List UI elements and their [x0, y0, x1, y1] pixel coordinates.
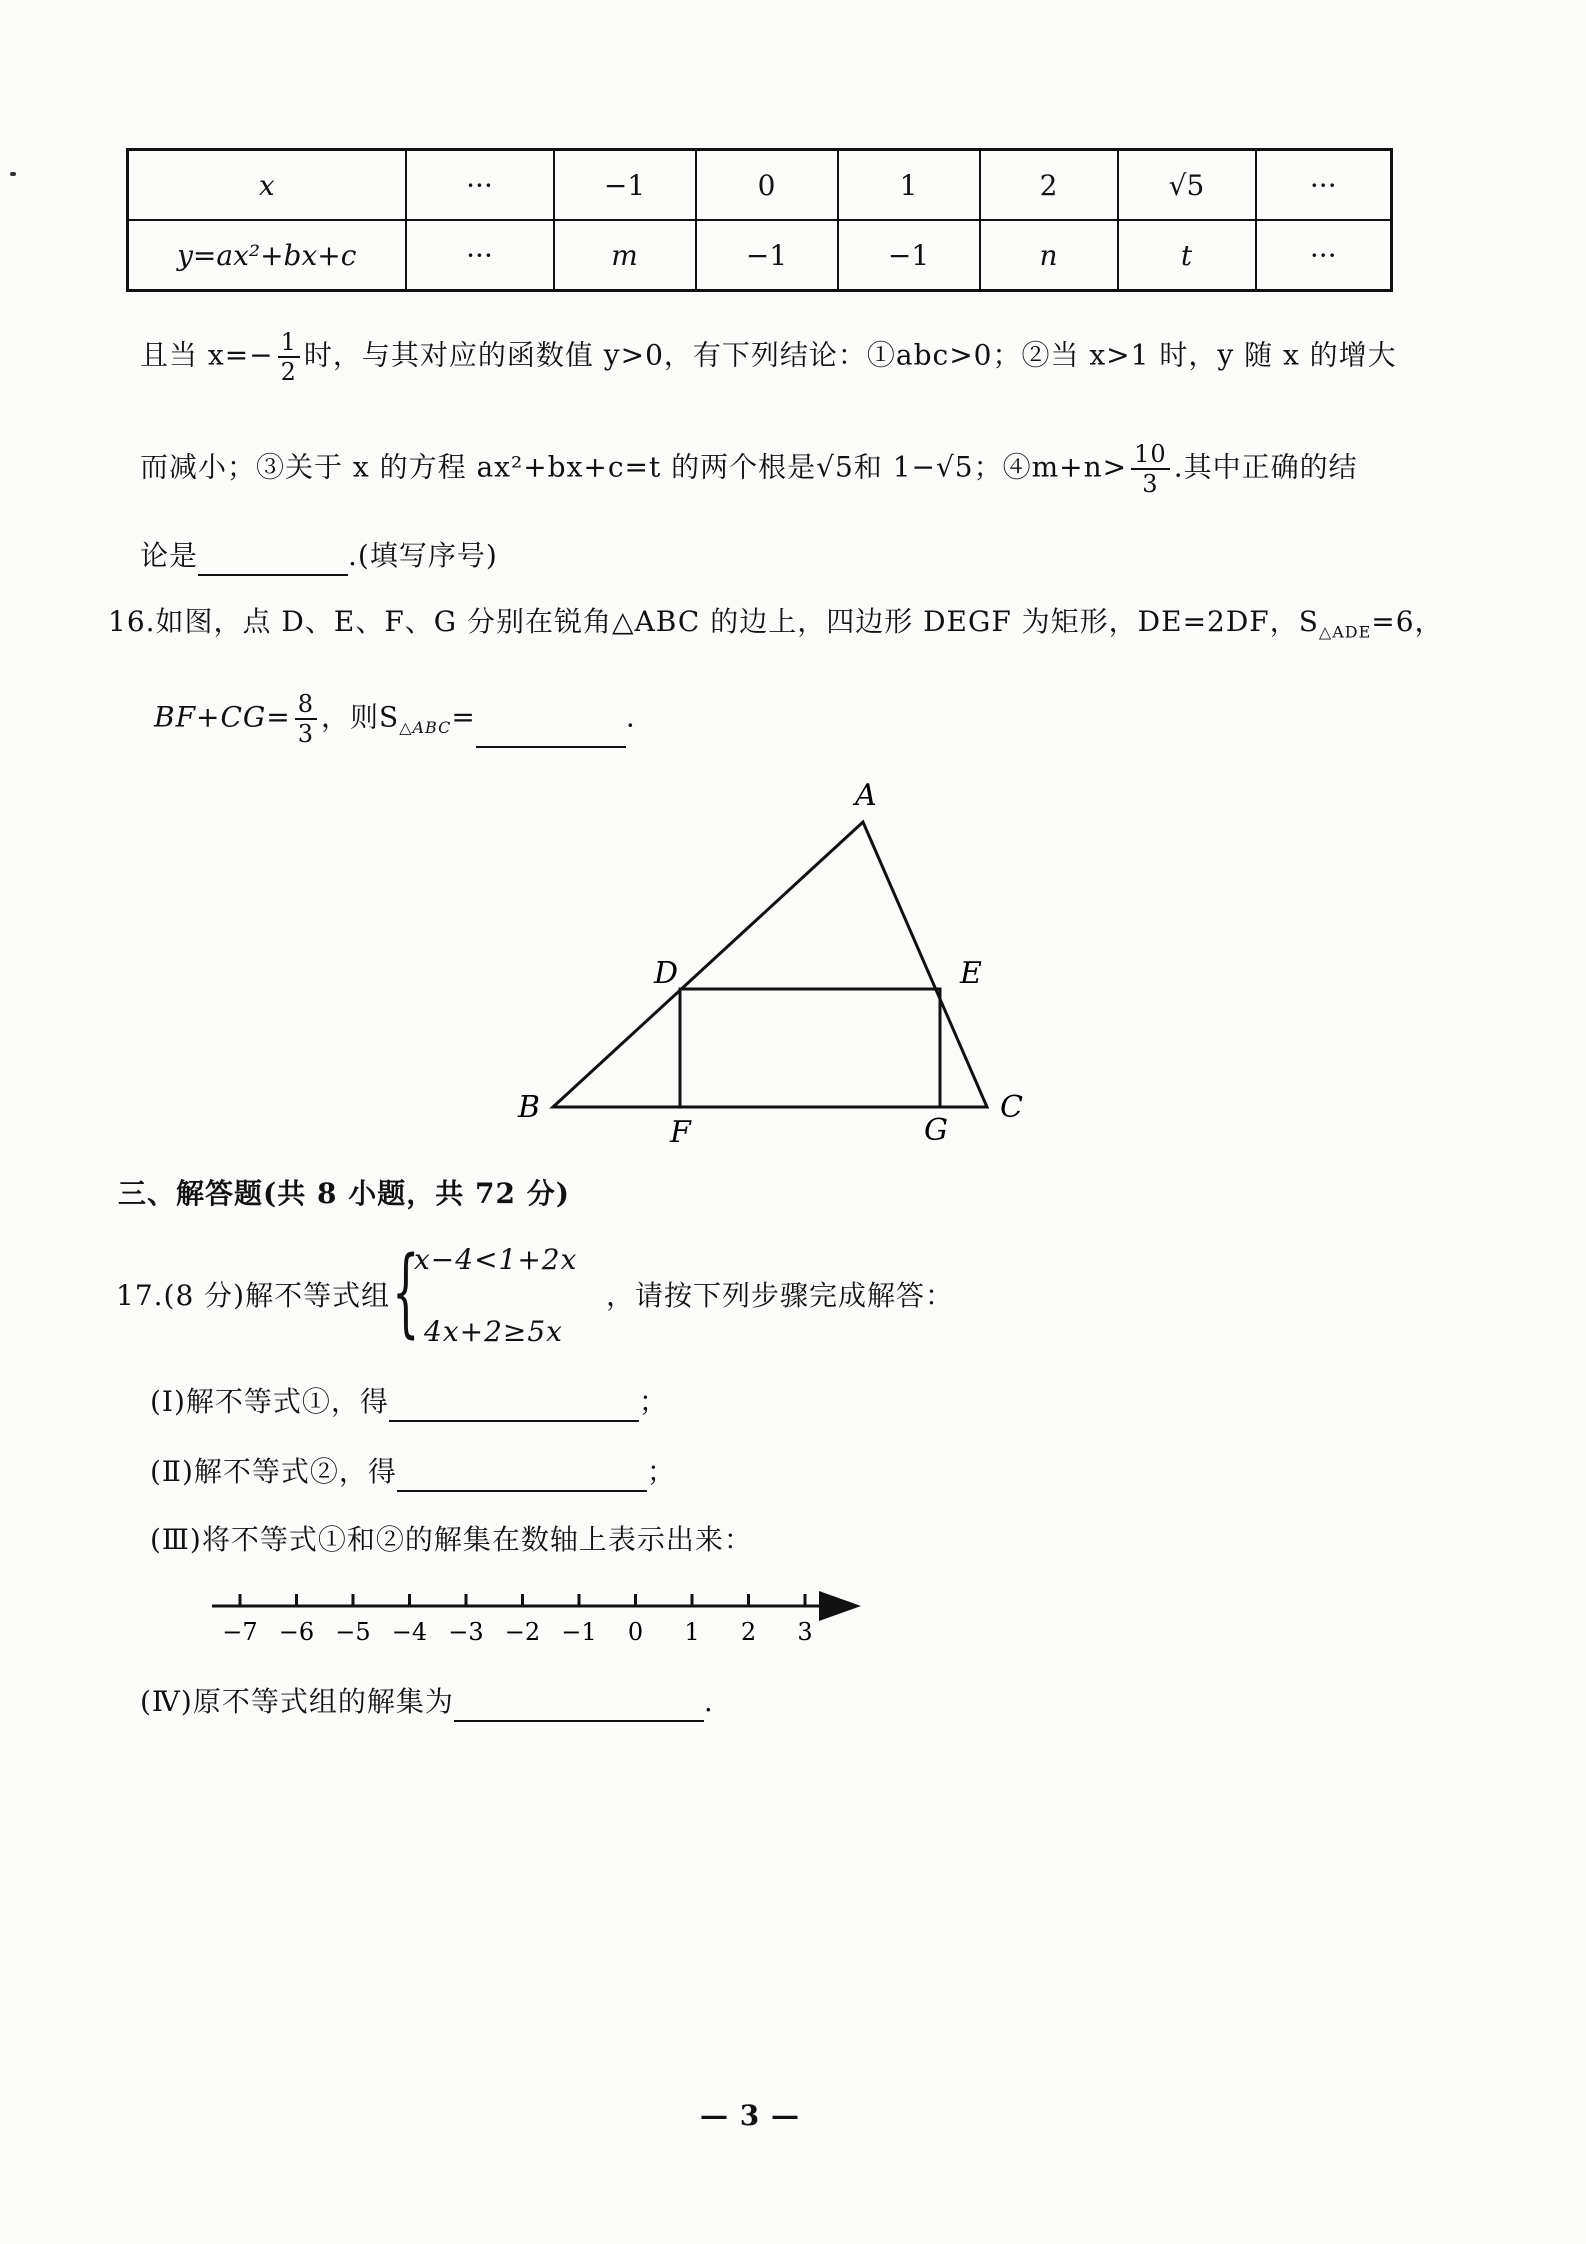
answer-blank[interactable] [397, 1460, 647, 1492]
number-line-tick-label: −1 [561, 1618, 597, 1646]
fraction-numerator: 8 [295, 690, 317, 720]
table-cell: 1 [838, 150, 980, 221]
number-line-tick-label: −3 [448, 1618, 484, 1646]
table-cell: m [554, 220, 696, 291]
number-line-tick-label: −2 [504, 1618, 541, 1646]
table-cell: −1 [696, 220, 838, 291]
q16-text: BF+CG= [154, 700, 291, 734]
rectangle-degf [680, 989, 940, 1107]
page-number: — 3 — [700, 2099, 800, 2132]
number-line-tick-label: −7 [222, 1618, 258, 1646]
table-cell: ··· [1256, 150, 1392, 221]
step-text: (Ⅳ)原不等式组的解集为 [140, 1685, 454, 1718]
point-label-d: D [654, 956, 679, 991]
table-cell: y=ax²+bx+c [128, 220, 406, 291]
step-text: (Ⅰ)解不等式①，得 [150, 1385, 389, 1418]
number-line-tick-label: 3 [797, 1618, 813, 1646]
fraction-denominator: 3 [297, 720, 314, 748]
table-cell: −1 [554, 150, 696, 221]
table-cell: x [128, 150, 406, 221]
q15-text: 而减小；③关于 x 的方程 ax²+bx+c=t 的两个根是√5和 1−√5；④m+n> [140, 450, 1128, 484]
q16-line-1 [108, 602, 1444, 653]
q15-text: 且当 x=− [140, 338, 274, 372]
table-cell: 0 [696, 150, 838, 221]
table-cell: ··· [406, 150, 554, 221]
triangle-figure [500, 770, 1060, 1170]
table-cell: n [980, 220, 1118, 291]
value-table [126, 148, 1393, 292]
subscript: △ADE [1318, 622, 1372, 642]
number-line-tick-label: −5 [335, 1618, 371, 1646]
point-label-a: A [855, 778, 877, 813]
point-label-c: C [1000, 1090, 1023, 1125]
point-label-b: B [518, 1090, 541, 1125]
number-line-tick-label: 0 [627, 1618, 644, 1646]
q17-step-1 [150, 1382, 668, 1422]
q17-prefix: 17.(8 分)解不等式组 [116, 1279, 391, 1312]
table-cell: t [1118, 220, 1256, 291]
table-cell: −1 [838, 220, 980, 291]
q16-text: = [451, 700, 476, 734]
number-line-tick-label: 2 [740, 1618, 757, 1646]
fraction-numerator: 1 [278, 328, 300, 358]
fraction-numerator: 10 [1131, 440, 1170, 470]
number-line-ticks [222, 1594, 812, 1646]
step-text: . [703, 1685, 714, 1718]
step-text: ； [638, 1385, 668, 1418]
number-line-tick-label: −6 [278, 1618, 315, 1646]
table-cell: ··· [1256, 220, 1392, 291]
q16-text: . [625, 700, 636, 734]
step-text: ； [646, 1455, 676, 1488]
table-cell: ··· [406, 220, 554, 291]
q15-text: .(填写序号) [348, 539, 498, 572]
number-line-tick-label: 1 [684, 1618, 700, 1646]
q16-text: ，则S [321, 700, 400, 734]
q16-line-2 [154, 690, 636, 748]
q17-suffix: ，请按下列步骤完成解答： [606, 1279, 955, 1312]
left-brace: { [392, 1236, 420, 1348]
section-title: 三、解答题(共 8 小题，共 72 分) [118, 1177, 570, 1210]
fraction-denominator: 2 [280, 358, 297, 386]
point-label-f: F [670, 1115, 691, 1150]
q15-line-3 [140, 536, 498, 576]
number-line-tick-label: −4 [391, 1618, 428, 1646]
point-label-e: E [960, 956, 982, 991]
table-row-y [128, 220, 1392, 291]
q15-line-2 [140, 440, 1358, 498]
fraction [295, 690, 317, 748]
subscript: △ABC [399, 718, 452, 738]
number-line [200, 1580, 880, 1660]
answer-blank[interactable] [389, 1390, 639, 1422]
q15-line-1 [140, 328, 1397, 386]
table-cell: 2 [980, 150, 1118, 221]
q15-text: .其中正确的结 [1173, 450, 1358, 484]
q17-step-3: (Ⅲ)将不等式①和②的解集在数轴上表示出来： [150, 1523, 753, 1556]
table-row-x [128, 150, 1392, 221]
q15-text: 时，与其对应的函数值 y>0，有下列结论：①abc>0；②当 x>1 时，y 随 x 的增大 [303, 338, 1397, 372]
q17-step-4 [140, 1682, 714, 1722]
q16-text: 16.如图，点 D、E、F、G 分别在锐角△ABC 的边上，四边形 DEGF 为矩形，DE=2DF，S [108, 605, 1319, 638]
q17-inequality-2: 4x+2≥5x [424, 1315, 563, 1348]
table-cell: √5 [1118, 150, 1256, 221]
answer-blank[interactable] [454, 1690, 704, 1722]
q15-text: 论是 [140, 539, 199, 572]
step-text: (Ⅱ)解不等式②，得 [150, 1455, 397, 1488]
answer-blank[interactable] [476, 716, 626, 748]
q17-step-2 [150, 1452, 676, 1492]
point-label-g: G [924, 1113, 948, 1148]
scan-speck [10, 172, 16, 176]
q16-text: =6， [1371, 605, 1444, 638]
fraction-denominator: 3 [1142, 470, 1159, 498]
fraction [278, 328, 300, 386]
triangle-abc [553, 822, 987, 1107]
q17-inequality-1: x−4<1+2x [414, 1243, 578, 1276]
fraction [1131, 440, 1170, 498]
answer-blank[interactable] [198, 544, 348, 576]
